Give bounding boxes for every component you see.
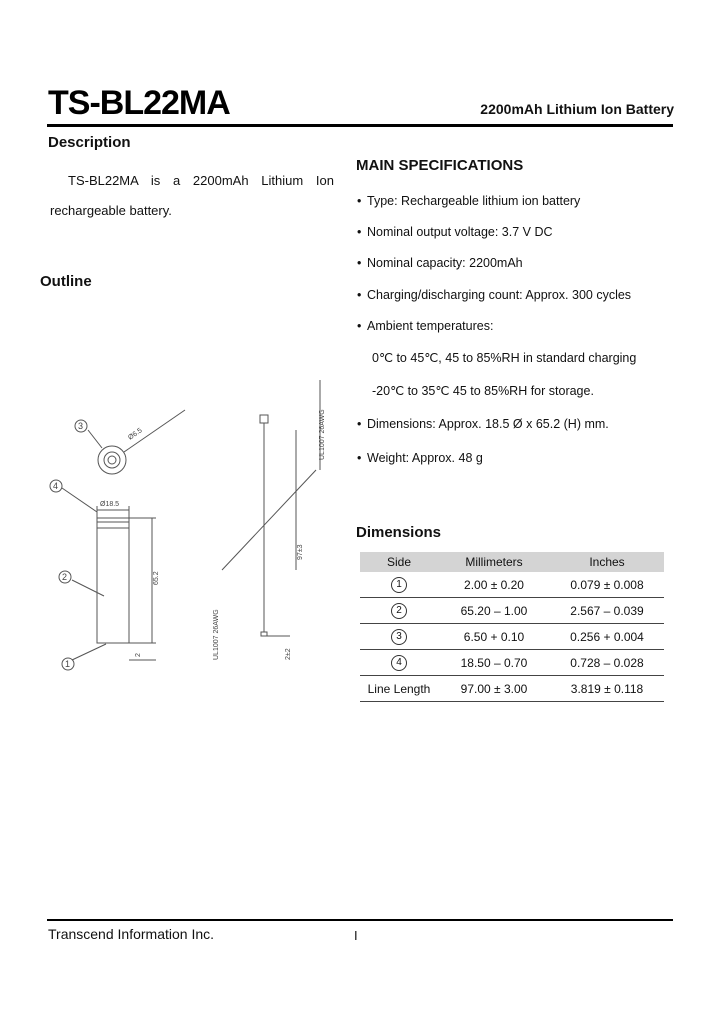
column-header: Millimeters xyxy=(438,552,550,572)
leader-callout-4 xyxy=(62,488,97,512)
mm-value: 65.20 – 1.00 xyxy=(438,598,550,624)
specifications-heading: MAIN SPECIFICATIONS xyxy=(356,157,524,174)
side-marker: 4 xyxy=(391,655,407,671)
callout-2: 2 xyxy=(62,572,68,582)
battery-top-terminal xyxy=(108,456,116,464)
bullet-icon: • xyxy=(357,451,362,465)
page-number: I xyxy=(354,928,358,943)
mm-value: 2.00 ± 0.20 xyxy=(438,572,550,598)
battery-top-inner xyxy=(104,452,120,468)
wire-spec-1: UL1007 26AWG xyxy=(319,409,326,460)
dim-height: 65.2 xyxy=(153,571,160,585)
page-title: TS-BL22MA xyxy=(48,84,230,122)
callout-3: 3 xyxy=(78,421,84,431)
dim-wire-end: 2±2 xyxy=(285,648,292,660)
wire-end xyxy=(261,632,267,636)
side-marker: 1 xyxy=(391,577,407,593)
bullet-icon: • xyxy=(357,225,362,239)
inch-value: 0.079 ± 0.008 xyxy=(550,572,664,598)
description-text: TS-BL22MA is a 2200mAh Lithium Ion rechargeable battery. xyxy=(50,173,334,218)
spec-item: • Dimensions: Approx. 18.5 Ø x 65.2 (H) mm. xyxy=(357,417,609,431)
side-marker: 3 xyxy=(391,629,407,645)
dim-top-diameter: Ø6.5 xyxy=(127,427,144,442)
column-header: Side xyxy=(360,552,438,572)
bullet-icon: • xyxy=(357,256,362,270)
dimensions-heading: Dimensions xyxy=(356,524,442,541)
temp-storage: -20℃ to 35℃ 45 to 85%RH for storage. xyxy=(372,384,594,398)
dimensions-table xyxy=(360,552,664,702)
inch-value: 2.567 – 0.039 xyxy=(550,598,664,624)
table-row xyxy=(360,676,664,702)
spec-item: • Nominal capacity: 2200mAh xyxy=(357,256,523,270)
bullet-icon: • xyxy=(357,194,362,208)
column-header: Inches xyxy=(550,552,664,572)
product-subtitle: 2200mAh Lithium Ion Battery xyxy=(480,101,674,117)
dim-small: 2 xyxy=(135,653,142,657)
leader-callout-1 xyxy=(72,644,106,660)
inch-value: 3.819 ± 0.118 xyxy=(550,676,664,702)
outline-heading: Outline xyxy=(40,273,92,290)
table-row xyxy=(360,650,664,676)
table-row xyxy=(360,598,664,624)
bullet-icon: • xyxy=(357,417,362,431)
battery-body xyxy=(97,518,129,643)
battery-top-outer xyxy=(98,446,126,474)
spec-item: • Type: Rechargeable lithium ion battery xyxy=(357,194,581,208)
mm-value: 18.50 – 0.70 xyxy=(438,650,550,676)
spec-item: • Ambient temperatures: xyxy=(357,319,494,333)
table-row xyxy=(360,572,664,598)
callout-1: 1 xyxy=(65,659,71,669)
connector xyxy=(260,415,268,423)
table-row xyxy=(360,624,664,650)
battery-cap xyxy=(97,522,129,528)
spec-item: • Charging/discharging count: Approx. 300 cycles xyxy=(357,288,632,302)
leader-callout-3 xyxy=(88,430,102,448)
side-marker: 2 xyxy=(391,603,407,619)
temp-charging: 0℃ to 45℃, 45 to 85%RH in standard charging xyxy=(372,351,637,365)
wire-spec-2: UL1007 26AWG xyxy=(213,609,220,660)
description-heading: Description xyxy=(48,134,131,151)
header-rule xyxy=(47,124,673,127)
leader-callout-2 xyxy=(72,580,104,596)
bullet-icon: • xyxy=(357,319,362,333)
side-label: Line Length xyxy=(360,676,438,702)
mm-value: 6.50 + 0.10 xyxy=(438,624,550,650)
inch-value: 0.256 + 0.004 xyxy=(550,624,664,650)
spec-item: • Weight: Approx. 48 g xyxy=(357,451,483,465)
dim-diameter: Ø18.5 xyxy=(100,501,120,508)
mm-value: 97.00 ± 3.00 xyxy=(438,676,550,702)
spec-item: • Nominal output voltage: 3.7 V DC xyxy=(357,225,553,239)
outline-drawing xyxy=(40,370,340,690)
bullet-icon: • xyxy=(357,288,362,302)
callout-4: 4 xyxy=(53,481,59,491)
inch-value: 0.728 – 0.028 xyxy=(550,650,664,676)
footer-rule xyxy=(47,919,673,921)
footer-company: Transcend Information Inc. xyxy=(48,926,215,942)
dim-line-length: 97±3 xyxy=(297,544,304,560)
